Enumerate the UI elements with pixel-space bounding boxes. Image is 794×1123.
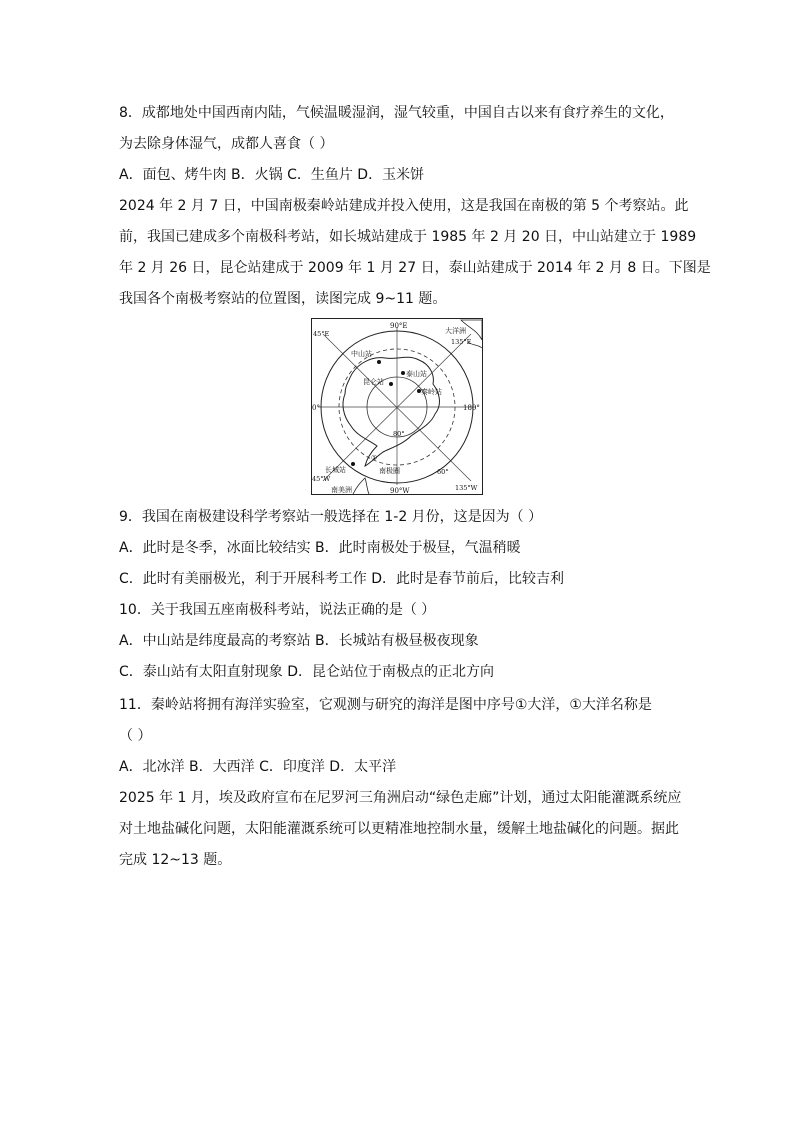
q10-options-ab: A．中山站是纬度最高的考察站 B．长城站有极昼极夜现象	[119, 633, 479, 649]
passage1-line2: 前，我国已建成多个南极科考站，如长城站建成于 1985 年 2 月 20 日，中山站建立于 1989	[119, 229, 697, 245]
label-south-america: 南美洲	[331, 486, 352, 494]
label-polar-circle: 南极圈	[379, 467, 400, 475]
label-ocean-marker: ①	[371, 454, 378, 462]
label-135w: 135°W	[455, 484, 478, 492]
q8-stem-line2: 为去除身体湿气，成都人喜食（ ）	[119, 136, 334, 152]
q10-stem: 10．关于我国五座南极科考站，说法正确的是（ ）	[119, 602, 436, 618]
label-90e: 90°E	[390, 322, 408, 330]
antarctic-stations-map	[311, 318, 483, 495]
passage1-line4: 我国各个南极考察站的位置图，读图完成 9~11 题。	[119, 291, 447, 307]
q10-options-cd: C．泰山站有太阳直射现象 D．昆仑站位于南极点的正北方向	[119, 664, 495, 680]
passage1-line3: 年 2 月 26 日，昆仑站建成于 2009 年 1 月 27 日，泰山站建成于 2014 年 2 月 8 日。下图是	[119, 260, 711, 276]
map-svg	[311, 318, 483, 495]
label-oceania: 大洋洲	[445, 327, 466, 335]
q9-stem: 9．我国在南极建设科学考察站一般选择在 1-2 月份，这是因为（ ）	[119, 509, 543, 525]
label-0: 0°	[312, 404, 320, 412]
q11-stem-line1: 11．秦岭站将拥有海洋实验室，它观测与研究的海洋是图中序号①大洋，①大洋名称是	[119, 697, 652, 713]
label-taishan: 泰山站	[406, 370, 427, 378]
passage2-line1: 2025 年 1 月，埃及政府宣布在尼罗河三角洲启动“绿色走廊”计划，通过太阳能灌溉系统应	[119, 790, 682, 806]
q9-options-ab: A．此时是冬季，冰面比较结实 B．此时南极处于极昼，气温稍暖	[119, 540, 521, 556]
label-60: 60°	[437, 468, 449, 476]
label-45w: 45°W	[312, 475, 331, 483]
q11-stem-line2: （ ）	[119, 728, 152, 744]
label-90w: 90°W	[390, 487, 410, 495]
zhongshan-dot	[377, 360, 381, 364]
label-180: 180°	[463, 404, 480, 412]
q11-options: A．北冰洋 B．大西洋 C．印度洋 D．太平洋	[119, 759, 397, 775]
label-80: 80°	[393, 430, 405, 438]
label-135e: 135°E	[451, 338, 472, 346]
passage2-line2: 对土地盐碱化问题，太阳能灌溉系统可以更精准地控制水量，缓解土地盐碱化的问题。据此	[119, 821, 679, 837]
label-qinling: 秦岭站	[421, 388, 442, 396]
q9-options-cd: C．此时有美丽极光，利于开展科考工作 D．此时是春节前后，比较吉利	[119, 571, 565, 587]
kunlun-dot	[389, 382, 393, 386]
taishan-dot	[401, 371, 405, 375]
label-45e: 45°E	[313, 330, 330, 338]
q8-options: A．面包、烤牛肉 B．火锅 C．生鱼片 D．玉米饼	[119, 167, 425, 183]
label-zhongshan: 中山站	[351, 350, 372, 358]
q8-stem-line1: 8．成都地处中国西南内陆，气候温暖湿润，湿气较重，中国自古以来有食疗养生的文化，	[119, 105, 674, 121]
label-changcheng: 长城站	[325, 466, 346, 474]
passage2-line3: 完成 12~13 题。	[119, 852, 232, 868]
changcheng-dot	[351, 462, 355, 466]
passage1-line1: 2024 年 2 月 7 日，中国南极秦岭站建成并投入使用，这是我国在南极的第 5 个考察站。此	[119, 198, 689, 214]
label-kunlun: 昆仑站	[363, 378, 384, 386]
